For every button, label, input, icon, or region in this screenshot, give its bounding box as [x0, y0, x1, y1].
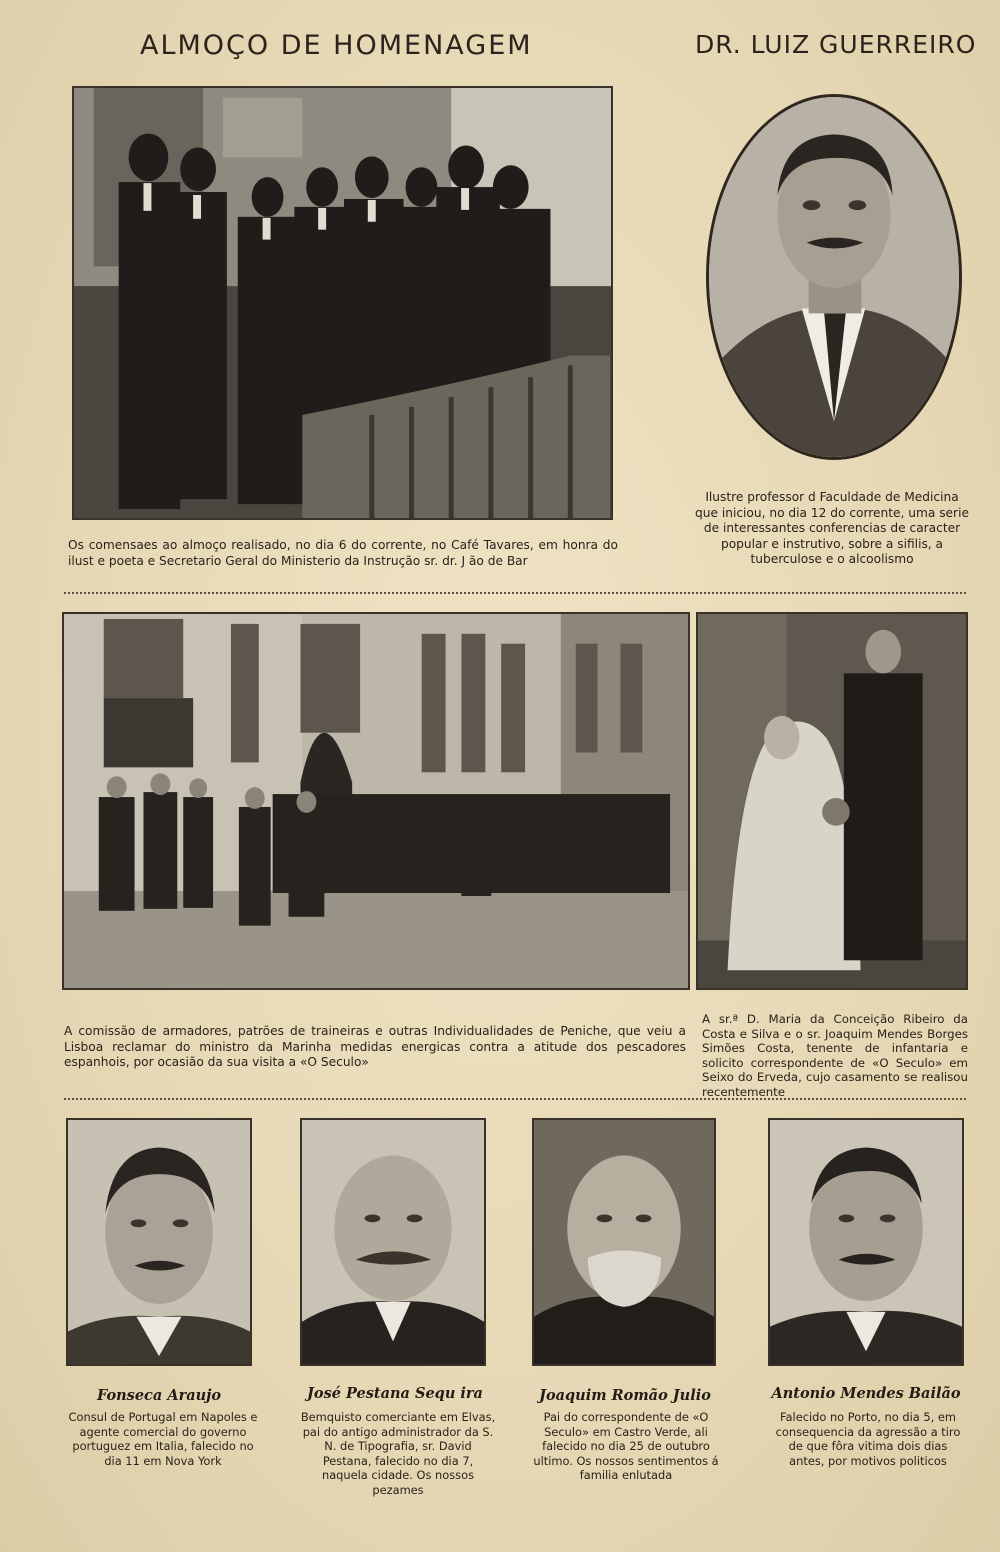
photo-peniche-commission	[62, 612, 690, 990]
photo-banquet-group	[72, 86, 613, 520]
caption-peniche: A comissão de armadores, patrões de traineiras e outras Individualidades de Peniche, que veiu a Lisboa reclamar do ministro da Marinha medidas energicas contra a atitude dos pescadores espanhois, por ocasião da sua visita a «O Seculo»	[64, 1024, 686, 1069]
divider	[64, 1098, 966, 1100]
photo-portrait-2	[300, 1118, 486, 1366]
portrait-caption-4: Falecido no Porto, no dia 5, em consequencia da agressão a tiro de que fôra vitima dois dias antes, por motivos politicos	[775, 1410, 961, 1468]
photo-portrait-3	[532, 1118, 716, 1366]
photo-portrait-4	[768, 1118, 964, 1366]
portrait-name-3: Joaquim Romão Julio	[539, 1387, 711, 1404]
caption-guerreiro: Ilustre professor d Faculdade de Medicina que iniciou, no dia 12 do corrente, uma serie de interessantes conferencias de caracter popular e instrutivo, sobre a sifilis, a tuberculose e o alcoolismo	[695, 490, 969, 566]
photo-dr-luiz-guerreiro	[706, 94, 962, 460]
portrait-name-4: Antonio Mendes Bailão	[771, 1385, 961, 1402]
portrait-caption-1: Consul de Portugal em Napoles e agente comercial do governo portuguez em Italia, falecido no dia 11 em Nova York	[68, 1410, 258, 1468]
caption-wedding: A sr.ª D. Maria da Conceição Ribeiro da Costa e Silva e o sr. Joaquim Mendes Borges Simões Costa, tenente de infantaria e solicito correspondente de «O Seculo» em Seixo do Erveda, cujo casamento se realisou recentemente	[702, 1012, 968, 1099]
portrait-name-1: Fonseca Araujo	[96, 1387, 222, 1404]
page-title-right: DR. LUIZ GUERREIRO	[695, 30, 977, 59]
divider	[64, 592, 966, 594]
page-title-left: ALMOÇO DE HOMENAGEM	[140, 30, 533, 61]
photo-wedding-couple	[696, 612, 968, 990]
portrait-name-2: José Pestana Sequ ira	[307, 1385, 483, 1402]
caption-banquet: Os comensaes ao almoço realisado, no dia 6 do corrente, no Café Tavares, em honra do ilust e poeta e Secretario Geral do Ministerio da Instrução sr. dr. J ão de Bar	[68, 538, 618, 568]
photo-portrait-1	[66, 1118, 252, 1366]
portrait-caption-3: Pai do correspondente de «O Seculo» em Castro Verde, ali falecido no dia 25 de outubro ultimo. Os nossos sentimentos á familia enlutada	[533, 1410, 719, 1483]
portrait-caption-2: Bemquisto comerciante em Elvas, pai do antigo administrador da S. N. de Tipografia, sr. David Pestana, falecido no dia 7, naquela cidade. Os nossos pezames	[300, 1410, 496, 1497]
